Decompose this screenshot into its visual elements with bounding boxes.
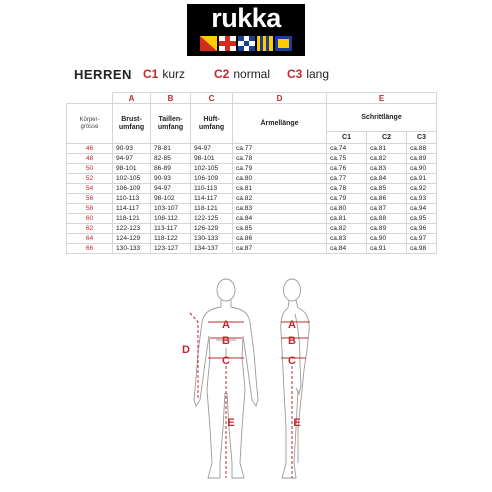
value-cell-a: 122-123 xyxy=(113,224,151,234)
value-cell-a: 98-101 xyxy=(113,164,151,174)
size-cell: 48 xyxy=(67,154,113,164)
value-cell-b: 82-85 xyxy=(151,154,191,164)
value-cell-c3: ca.98 xyxy=(407,244,437,254)
column-letter-a: A xyxy=(113,93,151,104)
value-cell-c: 98-101 xyxy=(191,154,233,164)
header-inseam: Schrittlänge xyxy=(327,104,437,132)
value-cell-a: 102-105 xyxy=(113,174,151,184)
value-cell-c3: ca.91 xyxy=(407,174,437,184)
figure-label: D xyxy=(182,344,190,356)
length-label: lang xyxy=(306,67,330,81)
figure-label: A xyxy=(288,319,296,331)
value-cell-b: 113-117 xyxy=(151,224,191,234)
size-cell: 64 xyxy=(67,234,113,244)
side-body-figure xyxy=(281,279,309,478)
size-cell: 50 xyxy=(67,164,113,174)
value-cell-d: ca.81 xyxy=(233,184,327,194)
table-row xyxy=(67,154,437,164)
value-cell-c1: ca.79 xyxy=(327,194,367,204)
size-cell: 66 xyxy=(67,244,113,254)
size-cell: 60 xyxy=(67,214,113,224)
value-cell-c: 118-121 xyxy=(191,204,233,214)
value-cell-a: 114-117 xyxy=(113,204,151,214)
value-cell-b: 118-122 xyxy=(151,234,191,244)
value-cell-d: ca.83 xyxy=(233,204,327,214)
table-row xyxy=(67,174,437,184)
value-cell-c1: ca.84 xyxy=(327,244,367,254)
table-row xyxy=(67,164,437,174)
size-table xyxy=(66,92,437,254)
value-cell-c2: ca.91 xyxy=(367,244,407,254)
size-cell: 52 xyxy=(67,174,113,184)
value-cell-c: 130-133 xyxy=(191,234,233,244)
table-row xyxy=(67,244,437,254)
length-code: C1 xyxy=(143,67,159,81)
value-cell-c2: ca.81 xyxy=(367,144,407,154)
value-cell-d: ca.79 xyxy=(233,164,327,174)
value-cell-a: 124-129 xyxy=(113,234,151,244)
value-cell-c2: ca.90 xyxy=(367,234,407,244)
value-cell-d: ca.86 xyxy=(233,234,327,244)
value-cell-c3: ca.94 xyxy=(407,204,437,214)
value-cell-c2: ca.87 xyxy=(367,204,407,214)
value-cell-c3: ca.90 xyxy=(407,164,437,174)
table-row xyxy=(67,224,437,234)
length-group-short xyxy=(143,67,185,81)
value-cell-c3: ca.89 xyxy=(407,154,437,164)
column-letter-d: D xyxy=(233,93,327,104)
value-cell-d: ca.87 xyxy=(233,244,327,254)
length-label: kurz xyxy=(162,67,186,81)
value-cell-c: 126-129 xyxy=(191,224,233,234)
value-cell-b: 123-127 xyxy=(151,244,191,254)
value-cell-c1: ca.74 xyxy=(327,144,367,154)
value-cell-a: 130-133 xyxy=(113,244,151,254)
brand-logo-text: rukka xyxy=(211,3,281,33)
value-cell-c: 114-117 xyxy=(191,194,233,204)
figure-label: E xyxy=(293,417,301,429)
length-label: normal xyxy=(233,67,271,81)
value-cell-d: ca.85 xyxy=(233,224,327,234)
value-cell-d: ca.77 xyxy=(233,144,327,154)
value-cell-c3: ca.88 xyxy=(407,144,437,154)
figure-label: B xyxy=(288,335,296,347)
value-cell-c: 110-113 xyxy=(191,184,233,194)
value-cell-c2: ca.84 xyxy=(367,174,407,184)
header-sleeve-length: Ärmellänge xyxy=(233,104,327,144)
value-cell-b: 103-107 xyxy=(151,204,191,214)
subheader-c3: C3 xyxy=(407,132,437,144)
size-cell: 58 xyxy=(67,204,113,214)
value-cell-b: 90-93 xyxy=(151,174,191,184)
length-code: C3 xyxy=(287,67,303,81)
table-header-row xyxy=(67,104,437,132)
length-group-normal xyxy=(214,67,270,81)
value-cell-d: ca.84 xyxy=(233,214,327,224)
value-cell-c3: ca.93 xyxy=(407,194,437,204)
column-letter-b: B xyxy=(151,93,191,104)
subheader-c1: C1 xyxy=(327,132,367,144)
value-cell-d: ca.82 xyxy=(233,194,327,204)
table-row xyxy=(67,204,437,214)
value-cell-c: 94-97 xyxy=(191,144,233,154)
figure-label: E xyxy=(227,417,235,429)
value-cell-a: 118-121 xyxy=(113,214,151,224)
value-cell-c2: ca.83 xyxy=(367,164,407,174)
subheader-c2: C2 xyxy=(367,132,407,144)
size-cell: 54 xyxy=(67,184,113,194)
table-row xyxy=(67,144,437,154)
table-row xyxy=(67,214,437,224)
value-cell-b: 108-112 xyxy=(151,214,191,224)
value-cell-a: 90-93 xyxy=(113,144,151,154)
table-letter-row xyxy=(67,93,437,104)
value-cell-d: ca.78 xyxy=(233,154,327,164)
value-cell-b: 94-97 xyxy=(151,184,191,194)
column-letter-e: E xyxy=(327,93,437,104)
table-row xyxy=(67,184,437,194)
value-cell-c: 102-105 xyxy=(191,164,233,174)
value-cell-c: 122-125 xyxy=(191,214,233,224)
value-cell-c2: ca.88 xyxy=(367,214,407,224)
brand-logo xyxy=(187,4,305,56)
value-cell-c1: ca.78 xyxy=(327,184,367,194)
value-cell-a: 110-113 xyxy=(113,194,151,204)
length-group-long xyxy=(287,67,329,81)
value-cell-b: 78-81 xyxy=(151,144,191,154)
signal-flags-icon xyxy=(200,36,292,51)
value-cell-c1: ca.82 xyxy=(327,224,367,234)
value-cell-c1: ca.81 xyxy=(327,214,367,224)
size-cell: 62 xyxy=(67,224,113,234)
figure-label: A xyxy=(222,319,230,331)
header-waist: Taillen- umfang xyxy=(151,104,191,144)
value-cell-c1: ca.76 xyxy=(327,164,367,174)
value-cell-b: 98-102 xyxy=(151,194,191,204)
value-cell-c2: ca.85 xyxy=(367,184,407,194)
length-code: C2 xyxy=(214,67,230,81)
table-row xyxy=(67,234,437,244)
table-row xyxy=(67,194,437,204)
value-cell-a: 106-109 xyxy=(113,184,151,194)
header-hip: Hüft- umfang xyxy=(191,104,233,144)
value-cell-c2: ca.82 xyxy=(367,154,407,164)
value-cell-c2: ca.86 xyxy=(367,194,407,204)
value-cell-c1: ca.83 xyxy=(327,234,367,244)
value-cell-c3: ca.95 xyxy=(407,214,437,224)
value-cell-c1: ca.75 xyxy=(327,154,367,164)
value-cell-c2: ca.89 xyxy=(367,224,407,234)
value-cell-c: 106-109 xyxy=(191,174,233,184)
column-letter-c: C xyxy=(191,93,233,104)
section-title: HERREN xyxy=(74,67,132,82)
header-chest: Brust- umfang xyxy=(113,104,151,144)
value-cell-c: 134-137 xyxy=(191,244,233,254)
value-cell-b: 86-89 xyxy=(151,164,191,174)
value-cell-c3: ca.96 xyxy=(407,224,437,234)
value-cell-d: ca.80 xyxy=(233,174,327,184)
size-cell: 46 xyxy=(67,144,113,154)
header-body-size: Körper- grösse xyxy=(67,104,113,144)
value-cell-c1: ca.77 xyxy=(327,174,367,184)
value-cell-c3: ca.92 xyxy=(407,184,437,194)
measurement-figures xyxy=(170,278,330,488)
size-cell: 56 xyxy=(67,194,113,204)
figure-label: C xyxy=(222,355,230,367)
figure-label: C xyxy=(288,355,296,367)
value-cell-a: 94-97 xyxy=(113,154,151,164)
value-cell-c3: ca.97 xyxy=(407,234,437,244)
value-cell-c1: ca.80 xyxy=(327,204,367,214)
figure-label: B xyxy=(222,335,230,347)
